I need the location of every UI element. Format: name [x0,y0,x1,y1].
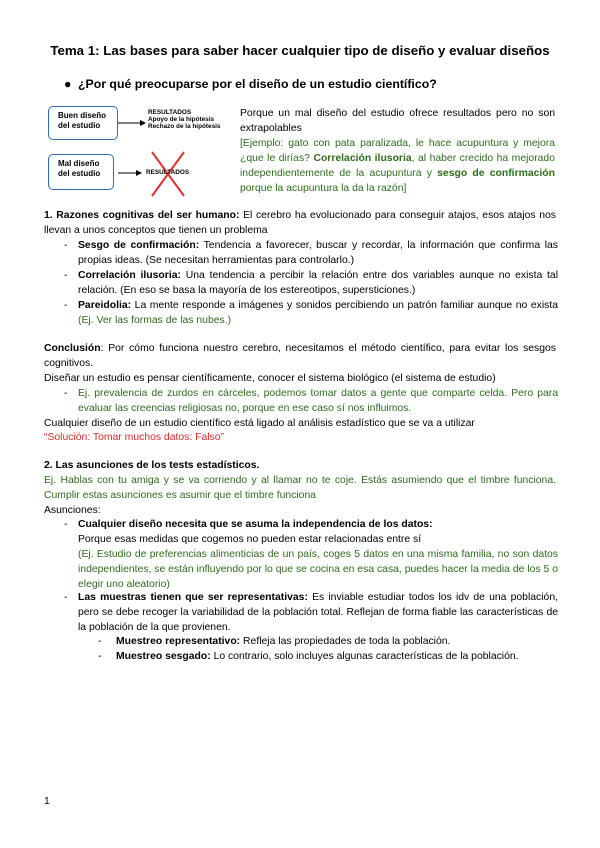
intro-example [240,138,555,194]
sub-item-representative [116,634,556,649]
list-item-pareidolia [78,298,558,328]
conclusion-example: Ej. prevalencia de zurdos en cárceles, podemos tomar datos a gente que comparte celda. Pero para evaluar las creencias religiosas no, porque en ese caso sí nos influimos. [78,388,558,414]
list-dash: - [64,592,68,603]
conclusion-label: Conclusión [44,343,101,354]
good-results-title: RESULTADOS [148,109,192,116]
independence-example: (Ej. Estudio de preferencias alimenticias de un país, coges 5 datos en una misma familia, no son datos independientes, se están influyendo por lo que se cocina en esa casa, puedes hacer la media de los 5 o elegir uno aleatorio) [78,549,558,590]
representative-title: Las muestras tienen que ser representativas: [78,592,308,603]
section2-heading [44,458,556,473]
list-dash: - [64,388,68,399]
bad-arrow-head [136,170,142,176]
section1-intro [44,208,556,238]
representative-text: Es inviable estudiar todos los idv de una población, pero se debe recoger la variabilidad de la población total. Reflejan de forma fiable las características de la población de la que provienen. [78,592,558,633]
intro-example-d: sesgo de confirmación [437,168,555,179]
list-item-sesgo [78,238,558,268]
conclusion-red-note: “Solución: Tomar muchos datos: Falso” [44,432,224,443]
sub2-text: Lo contrario, solo incluyes algunas características de la población. [210,651,519,662]
bad-design-box: Mal diseño del estudio [48,154,114,190]
conclusion-line2: Diseñar un estudio es pensar científicamente, conocer el sistema biológico (el sistema de estudio) [44,373,496,384]
term-sesgo: Sesgo de confirmación: [78,240,200,251]
assumption-representative [78,590,558,635]
sub2-term: Muestreo sesgado: [116,651,211,662]
text-sesgo: Tendencia a favorecer, buscar y recordar, la información que confirma las propias ideas. (Se necesitan herramientas para controlarlo.) [78,240,558,266]
intro-statement: Porque un mal diseño del estudio ofrece resultados pero no son extrapolables [240,108,555,134]
term-correlacion: Correlación ilusoria: [78,270,181,281]
page-title: Tema 1: Las bases para saber hacer cualquier tipo de diseño y evaluar diseños [50,43,550,58]
bad-results-title: RESULTADOS [146,169,190,176]
independence-text: Porque esas medidas que cogemos no pueden estar relacionadas entre sí [78,534,422,545]
intro-example-b: Correlación ilusoria [313,153,412,164]
good-results-reject: Rechazo de la hipótesis [148,123,221,130]
list-dash: - [64,519,68,530]
design-diagram [44,104,238,200]
pareidolia-example: (Ej. Ver las formas de las nubes.) [78,315,232,326]
list-dash: - [98,636,102,647]
list-dash: - [64,300,68,311]
text-pareidolia: La mente responde a imágenes y sonidos percibiendo un patrón familiar aunque no exista [131,300,558,311]
good-arrow-head [140,120,146,126]
section-question [64,77,437,91]
list-dash: - [98,651,102,662]
question-text: ¿Por qué preocuparse por el diseño de un estudio científico? [78,77,437,91]
sub1-term: Muestreo representativo: [116,636,241,647]
good-design-box: Buen diseño del estudio [48,106,118,140]
conclusion-line3: Cualquier diseño de un estudio científico está ligado al análisis estadístico que se va a utilizar [44,418,475,429]
independence-title: Cualquier diseño necesita que se asuma la independencia de los datos: [78,519,433,530]
list-dash: - [64,240,68,251]
intro-paragraph [240,106,555,196]
list-dash: - [64,270,68,281]
intro-example-e: porque la acupuntura la da la razón] [240,183,407,194]
text-correlacion: Una tendencia a percibir la relación entre dos variables aunque no exista tal relación. (En eso se basa la mayoría de los estereotipos, supersticiones.) [78,270,559,296]
good-results-support: Apoyo de la hipótesis [148,116,215,123]
list-item-correlacion [78,268,558,298]
conclusion-paragraph [44,341,556,371]
section1-heading: 1. Razones cognitivas del ser humano: [44,210,240,221]
bullet-icon: ● [64,77,72,91]
section2-heading-text: 2. Las asunciones de los tests estadísticos. [44,460,260,471]
section1-heading-rest: El cerebro ha evolucionado para conseguir atajos, esos atajos nos llevan a unos conceptos que tienen un problema [44,210,557,236]
sub-item-biased [116,649,556,664]
term-pareidolia: Pareidolia: [78,300,132,311]
intro-example-c: , al haber crecido ha mejorado independientemente de la acupuntura y [240,153,555,179]
section2-example: Ej. Hablas con tu amiga y se va corriendo y al llamar no te coje. Estás asumiendo que el timbre funciona. Cumplir estas asunciones es asumir que el timbre funciona [44,475,556,501]
conclusion-text: : Por cómo funciona nuestro cerebro, necesitamos el método científico, para evitar los sesgos cognitivos. [44,343,556,369]
page-number: 1 [44,796,50,807]
intro-example-a: [Ejemplo: gato con pata paralizada, le hace acupuntura y mejora ¿que le dirías? [240,138,555,164]
sub1-text: Refleja las propiedades de toda la población. [240,636,451,647]
asunciones-label: Asunciones: [44,505,101,516]
assumption-independence [78,517,558,592]
